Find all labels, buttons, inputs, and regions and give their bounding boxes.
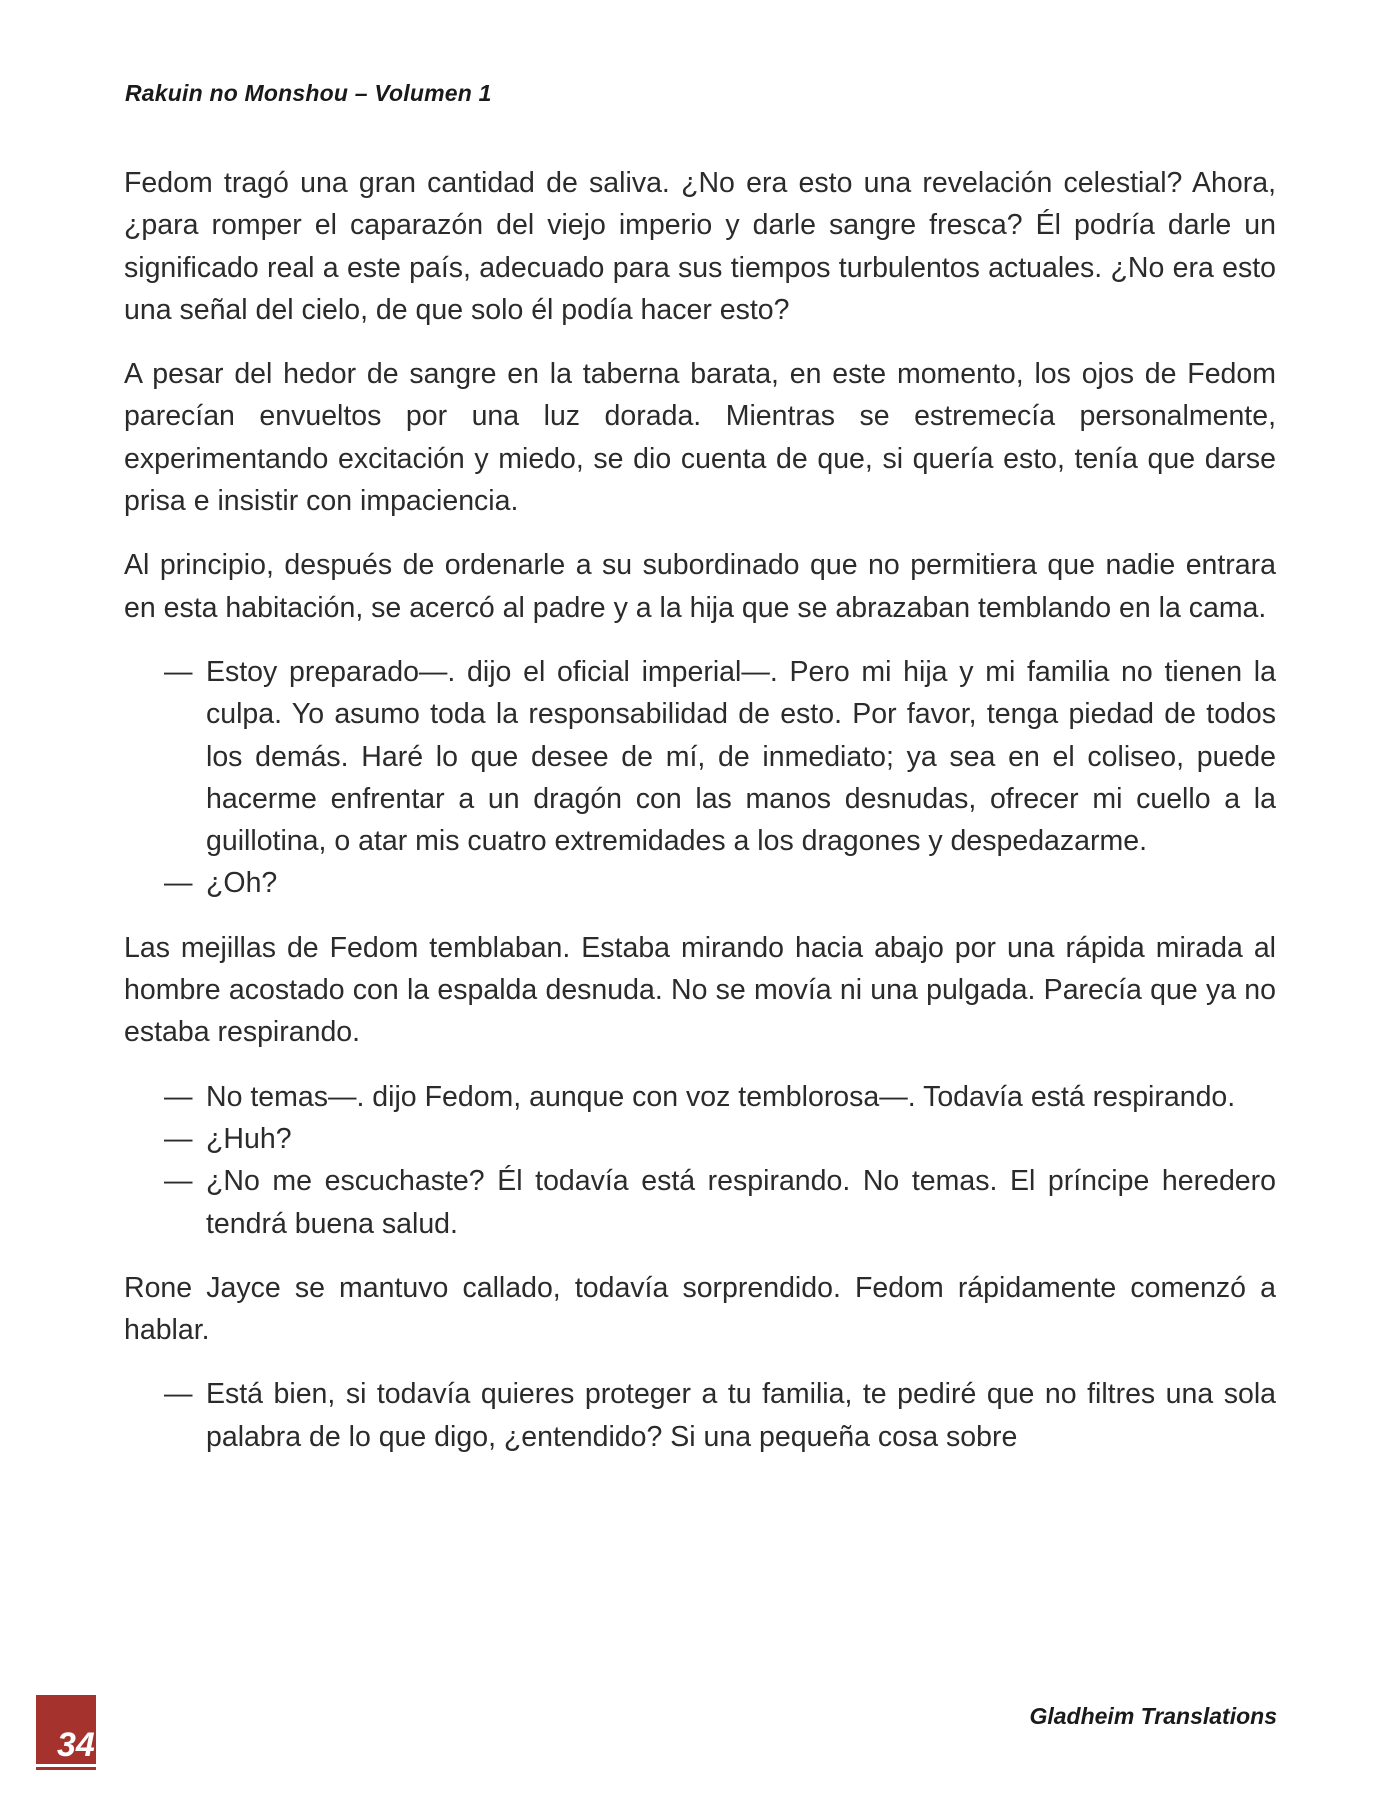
dialogue-text: ¿Huh? [206,1122,292,1155]
page-number: 34 [57,1726,95,1764]
page-body [124,162,1276,1480]
translator-credit: Gladheim Translations [1029,1703,1277,1729]
em-dash: — [164,867,193,900]
dialogue-text: Estoy preparado—. dijo el oficial imperial—. Pero mi hija y mi familia no tienen la culpa. Yo asumo toda la responsabilidad de esto. Por favor, tenga piedad de todos los demás. Haré lo que desee de mí, de inmediato; ya sea en el coliseo, puede hacerme enfrentar a un dragón con las manos desnudas, ofrecer mi cuello a la guillotina, o atar mis cuatro extremidades a los dragones y despedazarme. [206,655,1276,858]
dialogue-line [124,1118,1276,1160]
dialogue-line [124,1076,1276,1118]
em-dash: — [164,1165,193,1198]
dialogue-line [124,862,1276,904]
paragraph: Las mejillas de Fedom temblaban. Estaba mirando hacia abajo por una rápida mirada al hombre acostado con la espalda desnuda. No se movía ni una pulgada. Parecía que ya no estaba respirando. [124,931,1276,1049]
dialogue-line [124,651,1276,862]
paragraph: Fedom tragó una gran cantidad de saliva. ¿No era esto una revelación celestial? Ahora, ¿para romper el caparazón del viejo imperio y darle sangre fresca? Él podría darle un significado real a este país, adecuado para sus tiempos turbulentos actuales. ¿No era esto una señal del cielo, de que solo él podía hacer esto? [124,167,1276,326]
dialogue-line [124,1160,1276,1245]
em-dash: — [164,655,193,688]
em-dash: — [164,1080,193,1113]
em-dash: — [164,1378,193,1411]
paragraph: Al principio, después de ordenarle a su subordinado que no permitiera que nadie entrara en esta habitación, se acercó al padre y a la hija que se abrazaban temblando en la cama. [124,549,1276,624]
dialogue-text: ¿No me escuchaste? Él todavía está respirando. No temas. El príncipe heredero tendrá buena salud. [206,1165,1276,1240]
running-header: Rakuin no Monshou – Volumen 1 [125,80,492,106]
paragraph: Rone Jayce se mantuvo callado, todavía sorprendido. Fedom rápidamente comenzó a hablar. [124,1271,1276,1347]
dialogue-block [124,651,1276,905]
page-number-underline [36,1764,96,1767]
dialogue-line [124,1373,1276,1458]
dialogue-text: ¿Oh? [206,867,278,900]
em-dash: — [164,1122,193,1155]
dialogue-text: No temas—. dijo Fedom, aunque con voz temblorosa—. Todavía está respirando. [206,1080,1236,1113]
paragraph: A pesar del hedor de sangre en la taberna barata, en este momento, los ojos de Fedom parecían envueltos por una luz dorada. Mientras se estremecía personalmente, experimentando excitación y miedo, se dio cuenta de que, si quería esto, tenía que darse prisa e insistir con impaciencia. [124,358,1276,518]
dialogue-text: Está bien, si todavía quieres proteger a tu familia, te pediré que no filtres una sola palabra de lo que digo, ¿entendido? Si una pequeña cosa sobre [206,1378,1276,1453]
dialogue-block [124,1373,1276,1458]
dialogue-block [124,1076,1276,1245]
